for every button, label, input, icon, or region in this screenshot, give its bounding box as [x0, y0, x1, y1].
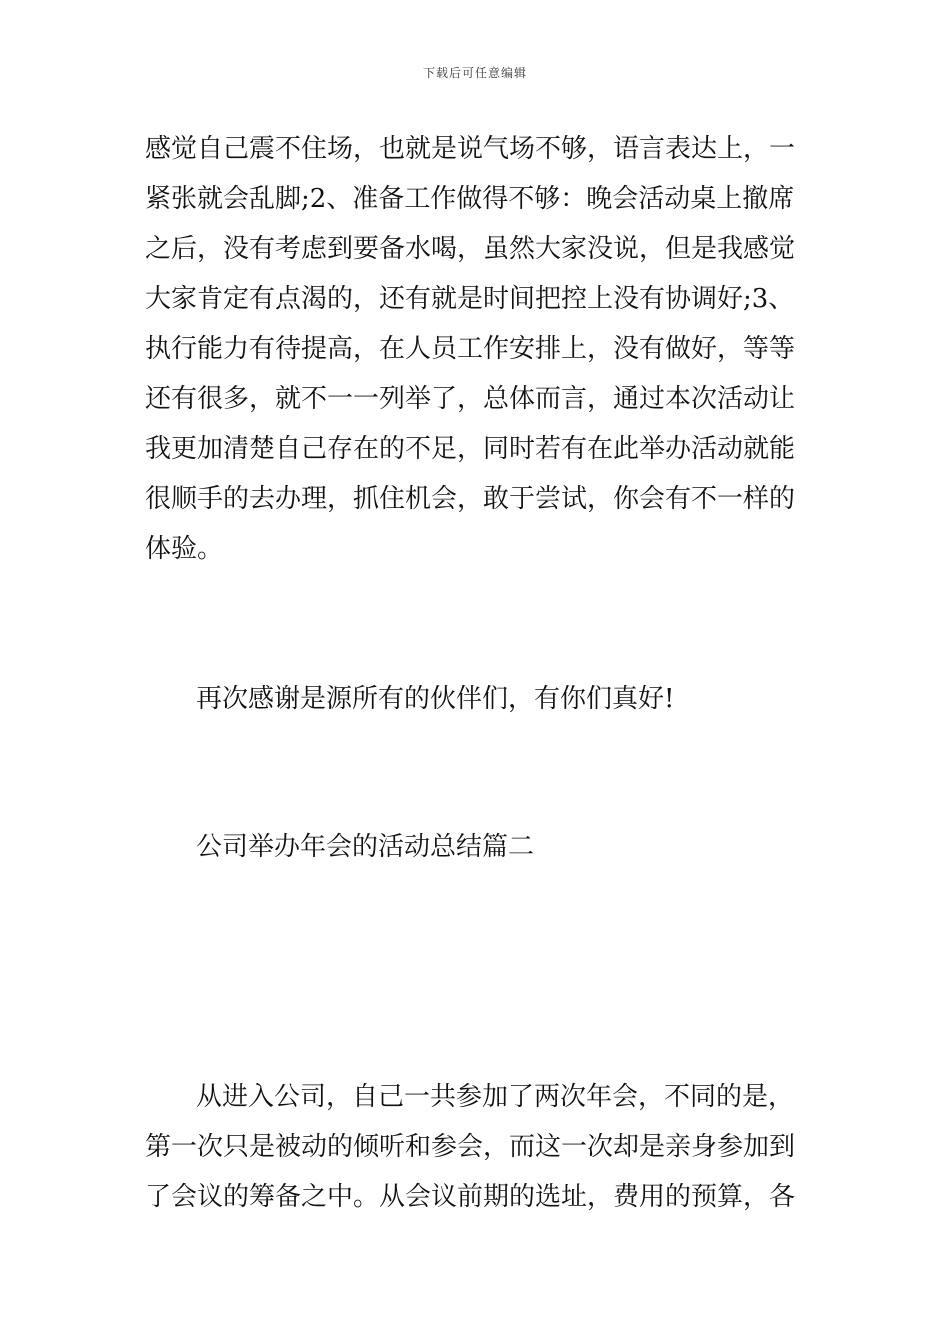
paragraph-line: 第一次只是被动的倾听和参会，而这一次却是亲身参加到: [145, 1132, 796, 1162]
paragraph-line: 从进入公司，自己一共参加了两次年会，不同的是，: [196, 1082, 795, 1112]
section-title: 公司举办年会的活动总结篇二: [196, 832, 535, 862]
paragraph-line: 我更加清楚自己存在的不足，同时若有在此举办活动就能: [145, 434, 796, 464]
paragraph-line: 紧张就会乱脚;2、准备工作做得不够：晚会活动桌上撤席: [145, 184, 795, 214]
paragraph-line: 很顺手的去办理，抓住机会，敢于尝试，你会有不一样的: [145, 484, 796, 514]
paragraph-line: 了会议的筹备之中。从会议前期的选址，费用的预算，各: [145, 1182, 796, 1212]
paragraph-line: 体验。: [145, 534, 224, 564]
paragraph-line: 还有很多，就不一一列举了，总体而言，通过本次活动让: [145, 384, 796, 414]
paragraph-line: 感觉自己震不住场，也就是说气场不够，语言表达上，一: [145, 134, 796, 164]
page-header: 下载后可任意编辑: [422, 66, 527, 80]
paragraph-line: 大家肯定有点渴的，还有就是时间把控上没有协调好;3、: [145, 284, 795, 314]
paragraph-line: 执行能力有待提高，在人员工作安排上，没有做好，等等: [145, 334, 796, 364]
thanks-paragraph: 再次感谢是源所有的伙伴们，有你们真好!: [196, 684, 675, 714]
paragraph-line: 之后，没有考虑到要备水喝，虽然大家没说，但是我感觉: [145, 234, 796, 264]
